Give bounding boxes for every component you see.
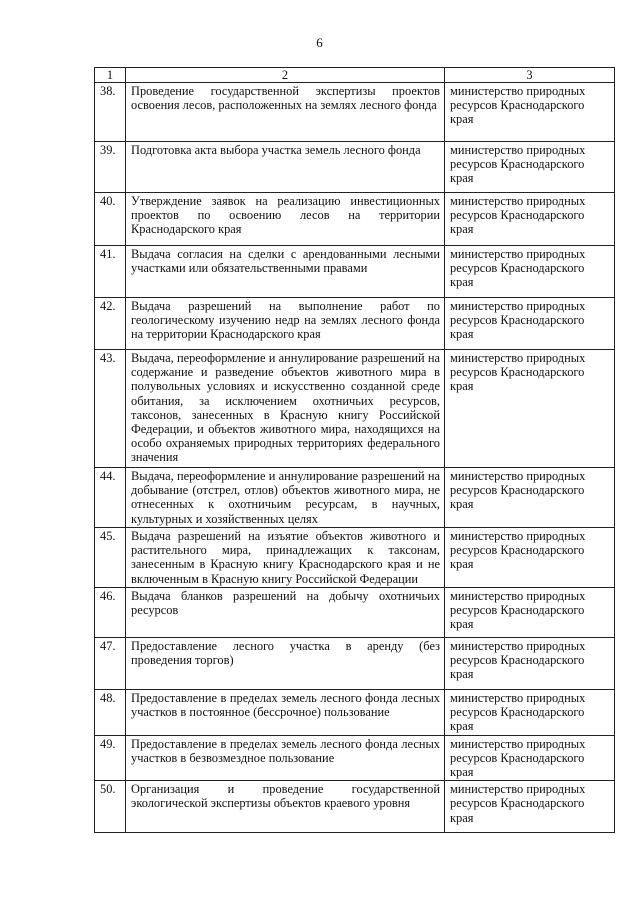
row-number: 47.: [95, 638, 126, 690]
row-number: 42.: [95, 298, 126, 350]
responsible-body: министерство природных ресурсов Краснодарского края: [445, 528, 615, 588]
responsible-body: министерство природных ресурсов Краснодарского края: [445, 350, 615, 468]
responsible-body: министерство природных ресурсов Краснодарского края: [445, 193, 615, 246]
row-number: 43.: [95, 350, 126, 468]
row-number: 39.: [95, 142, 126, 193]
service-name: Организация и проведение государственной экологической экспертизы объектов краевого уровня: [126, 781, 445, 833]
service-name: Выдача разрешений на выполнение работ по геологическому изучению недр на землях лесного фонда на территории Краснодарского края: [126, 298, 445, 350]
row-number: 44.: [95, 468, 126, 528]
table-row: [95, 690, 615, 736]
service-name: Предоставление в пределах земель лесного фонда лесных участков в постоянное (бессрочное) пользование: [126, 690, 445, 736]
service-name: Выдача, переоформление и аннулирование разрешений на добывание (отстрел, отлов) объектов животного мира, не отнесенных к охотничьим ресурсам, в научных, культурных и хозяйственных целях: [126, 468, 445, 528]
responsible-body: министерство природных ресурсов Краснодарского края: [445, 142, 615, 193]
service-name: Предоставление в пределах земель лесного фонда лесных участков в безвозмездное пользование: [126, 735, 445, 781]
table-row: [95, 83, 615, 142]
service-name: Проведение государственной экспертизы проектов освоения лесов, расположенных на землях лесного фонда: [126, 83, 445, 142]
row-number: 38.: [95, 83, 126, 142]
responsible-body: министерство природных ресурсов Краснодарского края: [445, 468, 615, 528]
responsible-body: министерство природных ресурсов Краснодарского края: [445, 246, 615, 298]
service-name: Выдача бланков разрешений на добычу охотничьих ресурсов: [126, 588, 445, 638]
services-table: [94, 67, 615, 833]
table-row: [95, 528, 615, 588]
page-number: 6: [316, 35, 323, 50]
table-row: [95, 588, 615, 638]
table-row: [95, 193, 615, 246]
row-number: 41.: [95, 246, 126, 298]
column-header-3: 3: [445, 68, 615, 83]
service-name: Утверждение заявок на реализацию инвестиционных проектов по освоению лесов на территории Краснодарского края: [126, 193, 445, 246]
row-number: 45.: [95, 528, 126, 588]
column-header-2: 2: [126, 68, 445, 83]
responsible-body: министерство природных ресурсов Краснодарского края: [445, 638, 615, 690]
table-row: [95, 468, 615, 528]
responsible-body: министерство природных ресурсов Краснодарского края: [445, 690, 615, 736]
row-number: 48.: [95, 690, 126, 736]
service-name: Предоставление лесного участка в аренду (без проведения торгов): [126, 638, 445, 690]
row-number: 46.: [95, 588, 126, 638]
table-row: [95, 638, 615, 690]
responsible-body: министерство природных ресурсов Краснодарского края: [445, 83, 615, 142]
table-header-row: [95, 68, 615, 83]
responsible-body: министерство природных ресурсов Краснодарского края: [445, 298, 615, 350]
responsible-body: министерство природных ресурсов Краснодарского края: [445, 588, 615, 638]
table-row: [95, 350, 615, 468]
service-name: Выдача разрешений на изъятие объектов животного и растительного мира, принадлежащих к таксонам, занесенным в Красную книгу Краснодарского края и не включенным в Красную книгу Российской Федерации: [126, 528, 445, 588]
service-name: Подготовка акта выбора участка земель лесного фонда: [126, 142, 445, 193]
table-row: [95, 298, 615, 350]
responsible-body: министерство природных ресурсов Краснодарского края: [445, 781, 615, 833]
responsible-body: министерство природных ресурсов Краснодарского края: [445, 735, 615, 781]
row-number: 40.: [95, 193, 126, 246]
column-header-1: 1: [95, 68, 126, 83]
row-number: 50.: [95, 781, 126, 833]
service-name: Выдача, переоформление и аннулирование разрешений на содержание и разведение объектов животного мира в полувольных условиях и искусственно созданной среде обитания, за исключением охотничьих ресурсов, таксонов, занесенных в Красную книгу Российской Федерации, и объектов животного мира, находящихся на особо охраняемых природных территориях федерального значения: [126, 350, 445, 468]
table-row: [95, 735, 615, 781]
service-name: Выдача согласия на сделки с арендованными лесными участками или обязательственными правами: [126, 246, 445, 298]
row-number: 49.: [95, 735, 126, 781]
table-row: [95, 781, 615, 833]
table-row: [95, 246, 615, 298]
table-row: [95, 142, 615, 193]
